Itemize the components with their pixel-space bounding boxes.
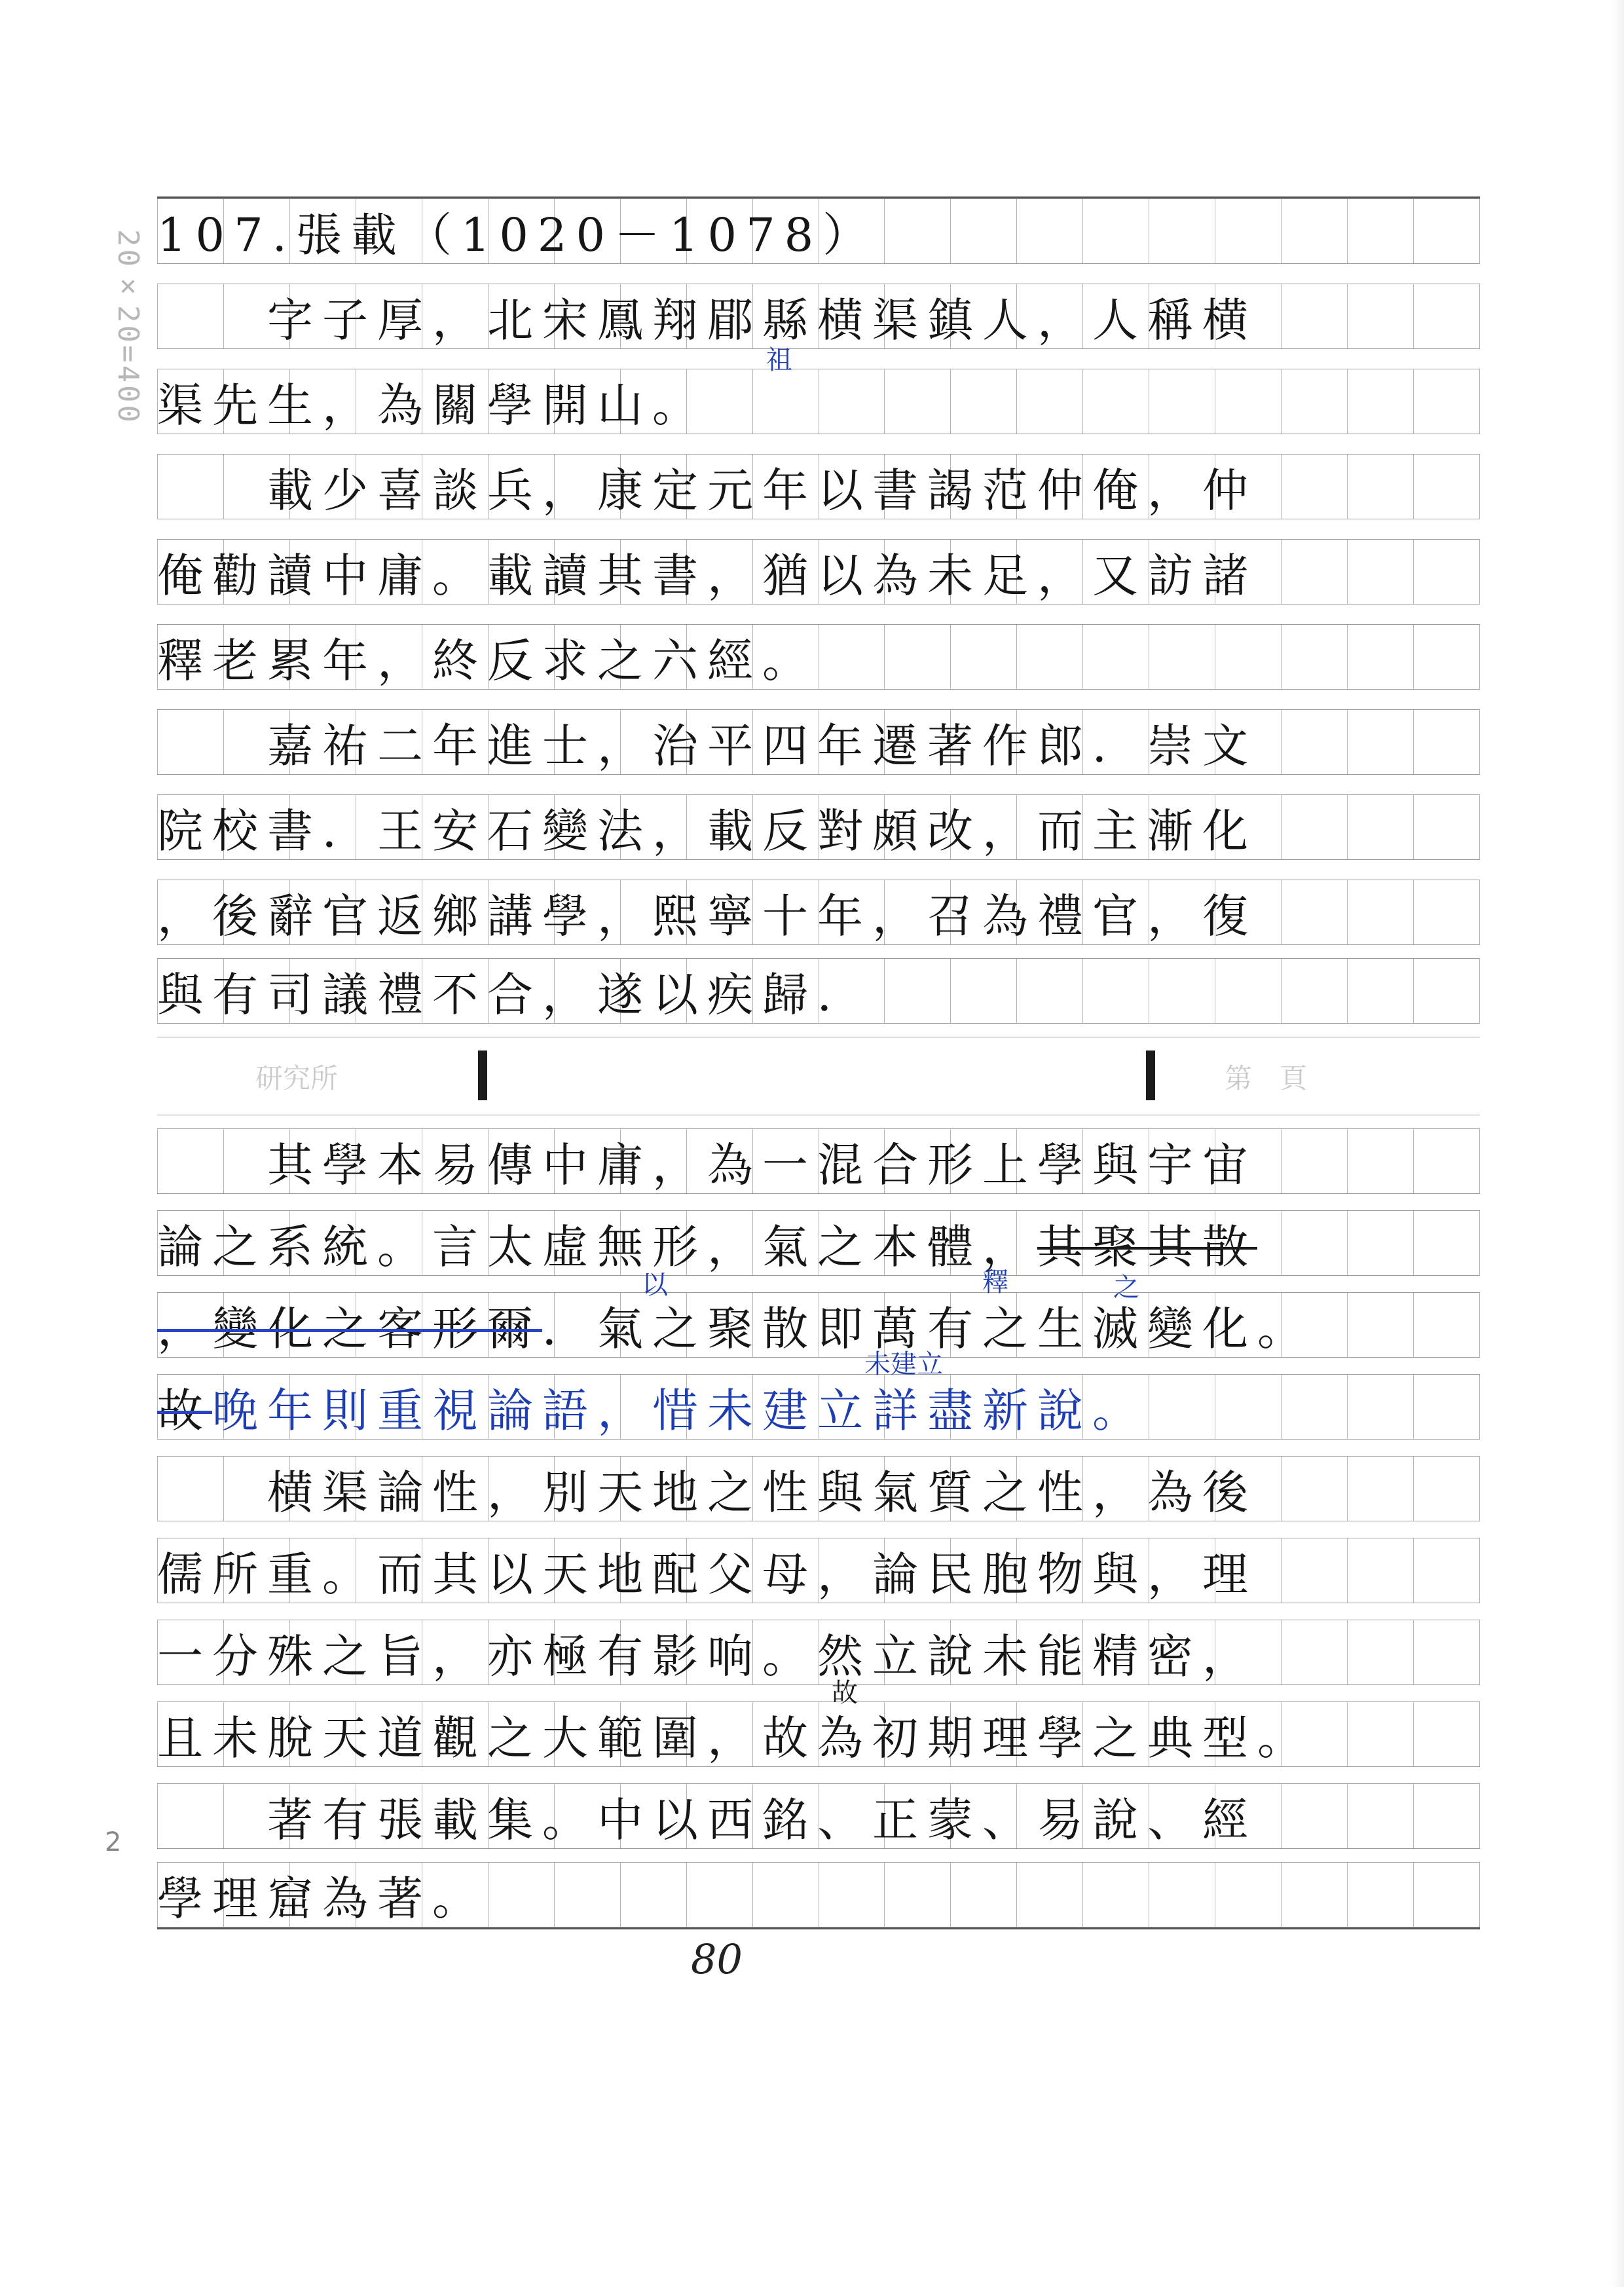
grid-row	[157, 454, 1480, 519]
text-line: ，後辭官返鄉講學，熙寧十年，召為禮官，復	[157, 889, 1257, 943]
paper-format-mark: 20×20=400	[111, 229, 145, 425]
text-segment: 論之系統。言太虛無形，氣之本體，	[157, 1219, 1037, 1274]
text-line: 釋老累年，終反求之六經。	[157, 633, 817, 688]
grid-row	[157, 198, 1480, 264]
text-line: 與有司議禮不合，遂以疾歸．	[157, 967, 872, 1022]
text-line: 字子厚，北宋鳳翔郿縣横渠鎮人，人稱横	[157, 293, 1257, 347]
text-line	[157, 1375, 1480, 1439]
text-line: 俺勸讀中庸。載讀其書，猶以為未足，又訪諸	[157, 548, 1257, 603]
text-line: 渠先生，為關學開山。	[157, 378, 707, 432]
grid-row	[157, 1349, 1480, 1440]
grid-row	[157, 880, 1480, 945]
handwritten-insertion: 以	[642, 1270, 668, 1300]
grid-row	[157, 1267, 1480, 1358]
text-line: 儒所重。而其以天地配父母，論民胞物與，理	[157, 1547, 1257, 1601]
strip-left-label: 研究所	[255, 1062, 339, 1094]
grid-row	[157, 1456, 1480, 1521]
grid-row	[157, 345, 1480, 434]
text-line: 學理窟為著。	[157, 1871, 487, 1925]
strip-right-label: 第 頁	[1225, 1062, 1308, 1094]
page-edge-shadow	[1611, 0, 1624, 2287]
grid-row	[157, 624, 1480, 690]
handwritten-insertion: 未建立	[864, 1349, 943, 1379]
grid-row	[157, 958, 1480, 1024]
text-line: 載少喜談兵，康定元年以書謁范仲俺，仲	[157, 463, 1257, 517]
text-line: 著有張載集。中以西銘、正蒙、易說、經	[157, 1793, 1257, 1847]
text-line: 一分殊之旨，亦極有影响。然立說未能精密，	[157, 1629, 1257, 1683]
text-line: 横渠論性，別天地之性與氣質之性，為後	[157, 1465, 1257, 1519]
text-segment: ．氣之聚散即萬有之生滅變化。	[542, 1301, 1312, 1356]
text-line: 其學本易傳中庸，為一混合形上學與宇宙	[157, 1138, 1257, 1192]
grid-row	[157, 794, 1480, 860]
handwritten-insertion: 祖	[766, 345, 792, 375]
grid-row	[157, 539, 1480, 604]
grid-row	[157, 1678, 1480, 1767]
manuscript-grid-paper	[157, 196, 1480, 1929]
struck-text: ，變化之客形爾	[157, 1301, 542, 1356]
text-line: 院校書．王安石變法，載反對頗改，而主漸化	[157, 804, 1257, 858]
text-line	[157, 1293, 1480, 1357]
left-bracket	[478, 1051, 487, 1100]
grid-row	[157, 1128, 1480, 1194]
grid-row	[157, 1783, 1480, 1849]
struck-text: 其聚其散	[1037, 1219, 1257, 1274]
grid-row	[157, 709, 1480, 775]
handwritten-insertion: 故	[832, 1678, 858, 1708]
grid-row	[157, 1210, 1480, 1276]
struck-text: 故	[157, 1383, 212, 1438]
title-line: 107.張載（1020－1078）	[157, 208, 878, 262]
page-number: 80	[691, 1935, 743, 1983]
page-center-strip	[157, 1037, 1480, 1115]
handwritten-insertion: 釋	[982, 1267, 1008, 1297]
text-line: 嘉祐二年進士，治平四年遷著作郎．崇文	[157, 718, 1257, 773]
grid-row	[157, 284, 1480, 349]
grid-row	[157, 1862, 1480, 1927]
margin-number-mark: 2	[105, 1827, 122, 1857]
blue-ink-text: 晚年則重視論語，惜未建立詳盡新說。	[212, 1383, 1147, 1438]
grid-row	[157, 1538, 1480, 1603]
handwritten-insertion: 之	[1113, 1273, 1139, 1303]
text-line: 且未脫天道觀之大範圍，故為初期理學之典型。	[157, 1711, 1312, 1765]
right-bracket	[1146, 1051, 1155, 1100]
grid-row	[157, 1620, 1480, 1685]
text-line	[157, 1211, 1480, 1275]
